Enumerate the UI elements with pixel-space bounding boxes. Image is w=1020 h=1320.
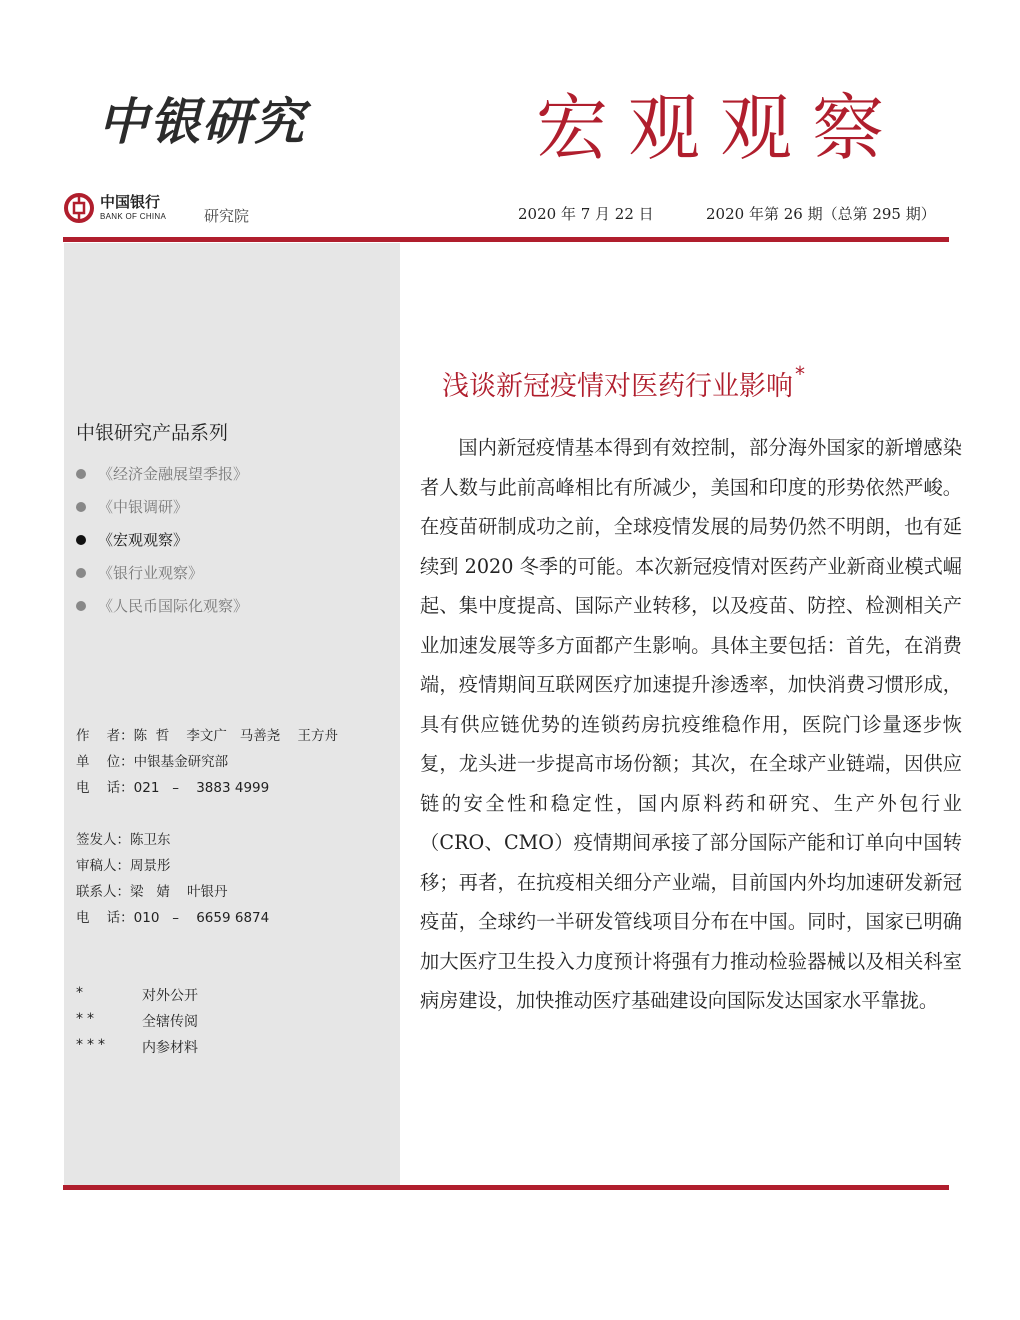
- series-list: [76, 457, 248, 622]
- authors: 作 者：陈 哲 李文广 马善尧 王方舟: [76, 728, 338, 744]
- series-item: 《银行业观察》: [76, 556, 248, 589]
- bullet-icon: [76, 568, 86, 578]
- contact-phone: 电 话：010 – 6659 6874: [76, 910, 270, 926]
- series-item: 《中银调研》: [76, 490, 248, 523]
- bottom-divider: [63, 1185, 949, 1190]
- series-item: 《人民币国际化观察》: [76, 589, 248, 622]
- article-headline: 浅谈新冠疫情对医药行业影响 *: [442, 362, 805, 402]
- brand-calligraphy-logo: 中银研究: [98, 92, 306, 151]
- report-date: 2020 年 7 月 22 日: [518, 205, 654, 223]
- issue-number: 2020 年第 26 期（总第 295 期）: [706, 205, 936, 223]
- bank-of-china-emblem-icon: [64, 193, 94, 223]
- series-title: 中银研究产品系列: [76, 422, 229, 444]
- contact: 联系人：梁 婧 叶银丹: [76, 884, 228, 900]
- bullet-icon: [76, 535, 86, 545]
- bullet-icon: [76, 469, 86, 479]
- bank-name-cn: 中国银行: [100, 193, 161, 211]
- report-series-title: 宏观观察: [536, 86, 905, 170]
- phone: 电 话：021 – 3883 4999: [76, 780, 270, 796]
- bullet-icon: [76, 601, 86, 611]
- bank-name-en: BANK OF CHINA: [100, 212, 167, 221]
- series-item-active: 《宏观观察》: [76, 523, 248, 556]
- unit: 单 位：中银基金研究部: [76, 754, 229, 770]
- bullet-icon: [76, 502, 86, 512]
- classification-row: ** 全辖传阅: [76, 1011, 198, 1030]
- signer: 签发人：陈卫东: [76, 832, 171, 848]
- article-body: 国内新冠疫情基本得到有效控制，部分海外国家的新增感染者人数与此前高峰相比有所减少，美国和印度的形势依然严峻。在疫苗研制成功之前，全球疫情发展的局势仍然不明朗，也有延续到 2020 冬季的可能。本次新冠疫情对医药产业新商业模式崛起、集中度提高、国际产业转移，以及疫苗、防控、检测相关产业加速发展等多方面都产生影响。具体主要包括：首先，在消费端，疫情期间互联网医疗加速提升渗透率，加快消费习惯形成，具有供应链优势的连锁药房抗疫维稳作用，医院门诊量逐步恢复，龙头进一步提高市场份额；其次，在全球产业链端，因供应链的安全性和稳定性，国内原料药和研究、生产外包行业（CRO、CMO）疫情期间承接了部分国际产能和订单向中国转移；再者，在抗疫相关细分产业端，目前国内外均加速研发新冠疫苗，全球约一半研发管线项目分布在中国。同时，国家已明确加大医疗卫生投入力度预计将强有力推动检验器械以及相关科室病房建设，加快推动医疗基础建设向国际发达国家水平靠拢。: [420, 436, 962, 1012]
- series-item: 《经济金融展望季报》: [76, 457, 248, 490]
- reviewer: 审稿人：周景彤: [76, 858, 171, 874]
- headline-footnote-mark: *: [795, 362, 805, 386]
- classification-row: *** 内参材料: [76, 1037, 198, 1056]
- bank-logo: [64, 193, 166, 223]
- top-divider: [63, 237, 949, 242]
- institute-label: 研究院: [204, 207, 250, 225]
- classification-row: * 对外公开: [76, 985, 198, 1004]
